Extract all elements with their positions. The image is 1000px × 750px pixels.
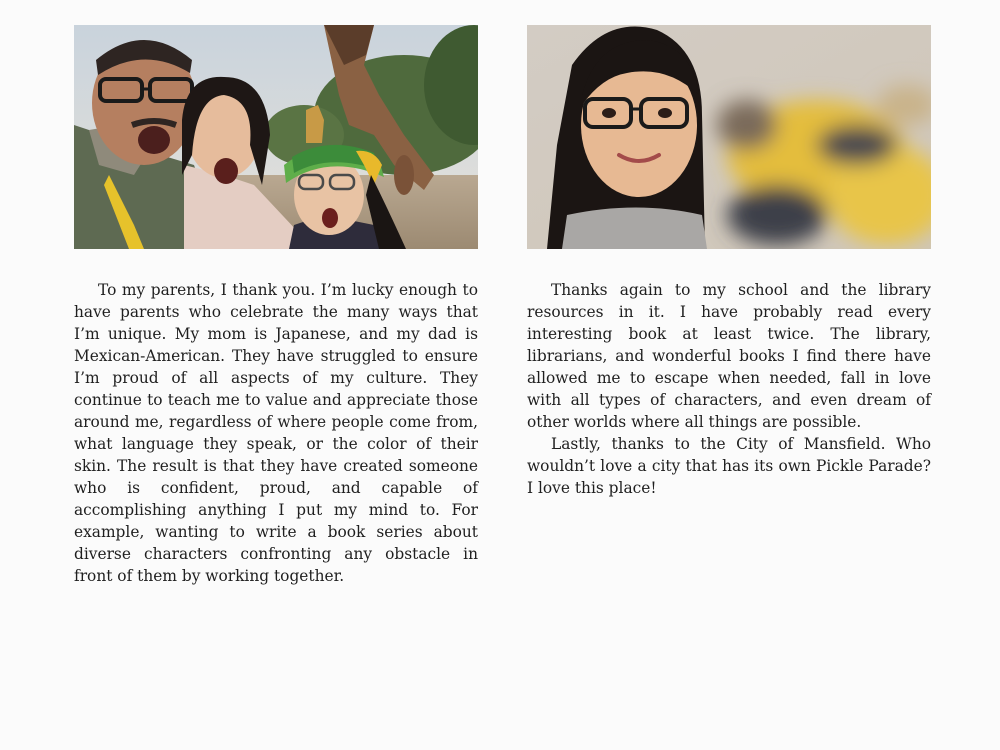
left-body-text	[74, 279, 478, 587]
family-selfie-photo	[74, 25, 478, 249]
right-body-text	[527, 279, 931, 499]
paragraph: To my parents, I thank you. I’m lucky enough to have parents who celebrate the many ways that I’m unique. My mom is Japanese, and my dad is Mexican-American. They have struggled to ensure I’m proud of all aspects of my culture. They continue to teach me to value and appreciate those around me, regardless of where people come from, what language they speak, or the color of their skin. The result is that they have created someone who is confident, proud, and capable of accomplishing anything I put my mind to. For example, wanting to write a book series about diverse characters confronting any obstacle in front of them by working together.	[74, 281, 478, 585]
left-column	[74, 25, 478, 587]
paragraph: Lastly, thanks to the City of Mansfield. Who wouldn’t love a city that has its own Pickle Parade? I love this place!	[527, 435, 931, 497]
girl-portrait-photo	[527, 25, 931, 249]
paragraph: Thanks again to my school and the library resources in it. I have probably read every interesting book at least twice. The library, librarians, and wonderful books I find there have allowed me to escape when needed, fall in love with all types of characters, and even dream of other worlds where all things are possible.	[527, 281, 931, 431]
right-column	[527, 25, 931, 499]
